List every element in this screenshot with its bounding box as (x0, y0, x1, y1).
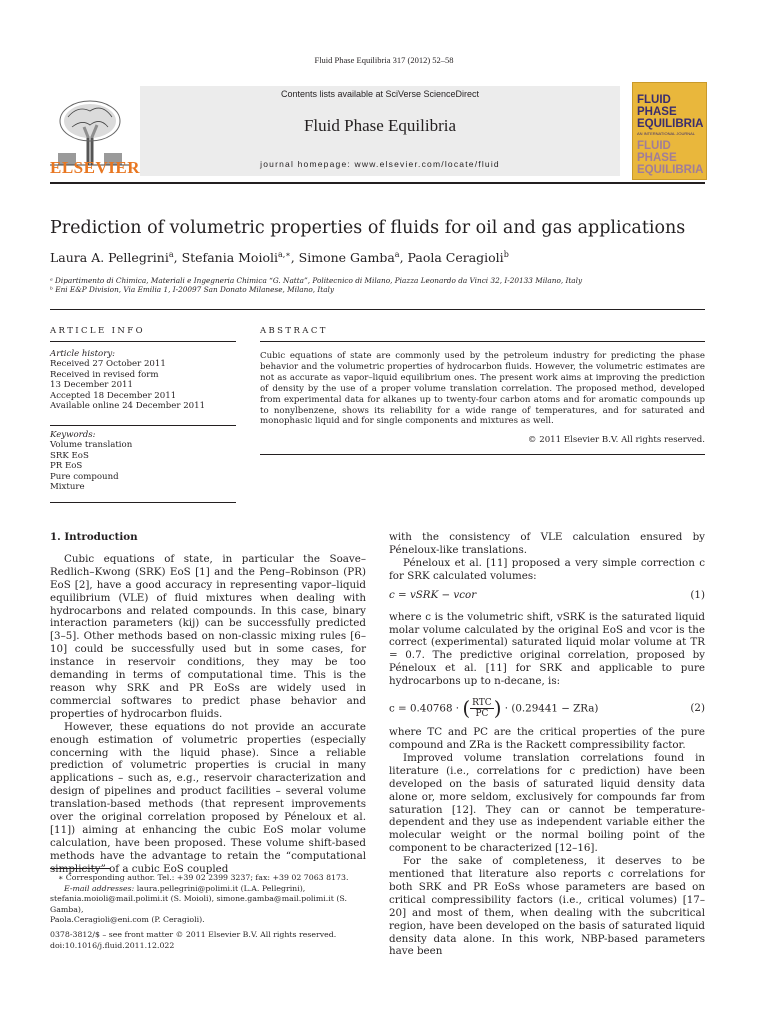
footnote (50, 873, 366, 926)
author-name: Simone Gamba (298, 250, 395, 266)
equation-2-rhs: · (0.29441 − ZRa) (504, 702, 599, 715)
abstract-copyright: © 2011 Elsevier B.V. All rights reserved. (527, 435, 705, 445)
body-paragraph: Péneloux et al. [11] proposed a very simple correction c for SRK calculated volumes: (389, 556, 705, 582)
email-address[interactable]: Paola.Ceragioli@eni.com (P. Ceragioli). (50, 915, 205, 924)
cover-subtitle: AN INTERNATIONAL JOURNAL (637, 131, 696, 136)
history-item: Received in revised form (50, 369, 159, 380)
equation-1-number: (1) (690, 588, 705, 601)
history-item: 13 December 2011 (50, 380, 133, 391)
author-name: Paola Ceragioli (407, 250, 504, 266)
equation-1 (389, 583, 705, 611)
author-name: Stefania Moioli (181, 250, 278, 266)
affiliation-b: ᵇ Eni E&P Division, Via Emilia 1, I-20097 San Donato Milanese, Milano, Italy (50, 285, 334, 294)
article-info-heading: ARTICLE INFO (50, 326, 145, 336)
equation-2-number: (2) (690, 702, 705, 715)
body-paragraph: However, these equations do not provide an accurate enough estimation of volumetric properties (especially concerning with the liquid phase). Since a reliable prediction of volumetric properties is crucial in many applications – such as, e.g., reservoir characterization and design of pipelines and product facilities – several volume translation-based methods (that represent improvements over the original correlation proposed by Péneloux et al. [11]) aiming at enhancing the cubic EoS molar volume calculation, have been proposed. These volume shift-based methods have the advantage to retain the “computational simplicity” of a cubic EoS coupled (50, 720, 366, 875)
journal-title: Fluid Phase Equilibria (303, 116, 457, 135)
author-list: Laura A. Pellegrini$^a$, Stefania Moioli$^{a,∗}$, Simone Gamba$^a$, Paola Ceragioli$^b$ (50, 250, 509, 266)
author-name: Laura A. Pellegrini (50, 250, 169, 266)
body-paragraph: with the consistency of VLE calculation ensured by Péneloux-like translations. (389, 531, 705, 556)
equation-1-text: c = vSRK − vcor (389, 588, 477, 601)
email-address[interactable]: laura.pellegrini@polimi.it (L.A. Pellegrini), (136, 883, 306, 893)
body-paragraph: For the sake of completeness, it deserves to be mentioned that literature also reports c correlations for both SRK and PR EoSs whose parameters are based on critical compressibility factors (i.e., critical volumes) [17–20] and most of them, when dealing with the subcritical region, have been developed on the basis of saturated liquid density data alone. In this work, NBP-based parameters have been (389, 855, 705, 958)
footnote-rule (50, 868, 110, 869)
issn-block (50, 930, 366, 951)
keywords (50, 430, 236, 492)
body-paragraph: Improved volume translation correlations found in literature (i.e., correlations for c prediction) have been developed on the basis of saturated liquid density data alone or, more seldom, exclusively for compounds far from saturation [12]. They can or cannot be temperature-dependent and they use as independent variable either the molecular weight or the normal boiling point of the component to be characterized [12–16]. (389, 751, 705, 855)
header-rule (50, 182, 705, 184)
divider (260, 454, 705, 455)
email-address[interactable]: stefania.moioli@mail.polimi.it (S. Moioli), simone.gamba@mail.polimi.it (S. Gamba), (50, 894, 347, 914)
journal-homepage-link[interactable]: journal homepage: www.elsevier.com/locate/fluid (260, 159, 500, 169)
equation-2-lhs: c = 0.40768 · (389, 702, 460, 715)
history-label: Article history: (50, 349, 116, 359)
contents-line: Contents lists available at SciVerse ScienceDirect (280, 89, 480, 99)
keyword-item: PR EoS (50, 461, 83, 472)
keyword-item: Pure compound (50, 471, 119, 482)
keyword-item: Volume translation (50, 440, 133, 451)
body-paragraph: Cubic equations of state, in particular the Soave–Redlich–Kwong (SRK) EoS [1] and the Peng–Robinson (PR) EoS [2], have a good accuracy in representing vapor–liquid equilibrium (VLE) of fluid mixtures when dealing with hydrocarbons and related compounds. In this case, binary interaction parameters (kij) can be successfully predicted [3–5]. Other methods based on non-classic mixing rules [6–10] could be successfully used but in some cases, for instance in reservoir conditions, they may be too demanding in terms of computational time. This is the reason why SRK and PR EoSs are widely used in commercial softwares to predict phase behavior and properties of hydrocarbon fluids. (50, 552, 366, 720)
divider (260, 341, 705, 342)
equation-2 (389, 688, 705, 726)
keywords-label: Keywords: (50, 430, 96, 440)
email-label: E-mail addresses: (64, 883, 135, 893)
author-affil-mark: a,∗ (277, 250, 291, 259)
fraction-numerator: RTC (472, 698, 492, 709)
doi-link[interactable]: doi:10.1016/j.fluid.2011.12.022 (50, 940, 175, 950)
abstract-heading: ABSTRACT (260, 326, 328, 336)
divider (50, 309, 705, 310)
divider (50, 341, 236, 342)
cover-title-repeat: FLUID PHASE EQUILIBRIA (637, 140, 704, 176)
author-affil-mark: a (394, 250, 400, 259)
history-item: Accepted 18 December 2011 (50, 390, 177, 401)
history-item: Received 27 October 2011 (50, 359, 166, 370)
article-title: Prediction of volumetric properties of fluids for oil and gas applications (50, 218, 686, 238)
body-column-right (389, 531, 705, 958)
running-head: Fluid Phase Equilibria 317 (2012) 52–58 (314, 55, 454, 65)
issn-line: 0378-3812/$ – see front matter © 2011 Elsevier B.V. All rights reserved. (50, 930, 337, 939)
keyword-item: SRK EoS (50, 450, 89, 461)
divider (50, 425, 236, 426)
affiliation-a: ᵃ Dipartimento di Chimica, Materiali e Ingegneria Chimica “G. Natta”, Politecnico di Milano, Piazza Leonardo da Vinci 32, I-20133 Milano, Italy (50, 276, 583, 285)
fraction-denominator: PC (475, 709, 489, 720)
cover-title: FLUID PHASE EQUILIBRIA (637, 94, 704, 130)
body-paragraph: where TC and PC are the critical properties of the pure compound and ZRa is the Rackett compressibility factor. (389, 726, 705, 751)
history-item: Available online 24 December 2011 (50, 401, 206, 412)
author-affil-mark: a (168, 250, 174, 259)
article-history (50, 349, 236, 411)
abstract-body: Cubic equations of state are commonly used by the petroleum industry for predicting the phase behavior and the volumetric properties of hydrocarbon fluids. However, the volumetric estimates are not as accurate as vapor–liquid equilibrium ones. The present work aims at improving the prediction of density by the use of a proper volume translation correlation. The proposed method, developed from experimental data for alkanes up to twenty-four carbon atoms and for aromatic compounds up to nonylbenzene, shows its reliability for a wide range of temperatures, and for saturated and monophasic liquid and for single components and mixtures as well. (260, 351, 705, 427)
elsevier-wordmark: ELSEVIER (50, 158, 140, 177)
section-heading: 1. Introduction (50, 531, 138, 543)
equation-2-text: c = 0.40768 · ( $\frac{\text{RTC}}{PC}$ ) · (0.29441 − ZRa) (389, 696, 599, 721)
keyword-item: Mixture (50, 482, 85, 493)
equation-2-fraction (470, 698, 494, 719)
body-paragraph: where c is the volumetric shift, vSRK is the saturated liquid molar volume calculated by the original EoS and vcor is the correct (experimental) saturated liquid molar volume at TR = 0.7. The predictive original correlation, proposed by Péneloux et al. [11] for SRK and applicable to pure hydrocarbons up to n-decane, is: (389, 610, 705, 688)
corresponding-author-note: ∗ Corresponding author. Tel.: +39 02 2399 3237; fax: +39 02 7063 8173. (58, 873, 349, 882)
divider (50, 502, 236, 503)
author-affil-mark: b (503, 250, 509, 259)
body-column-left (50, 531, 366, 876)
